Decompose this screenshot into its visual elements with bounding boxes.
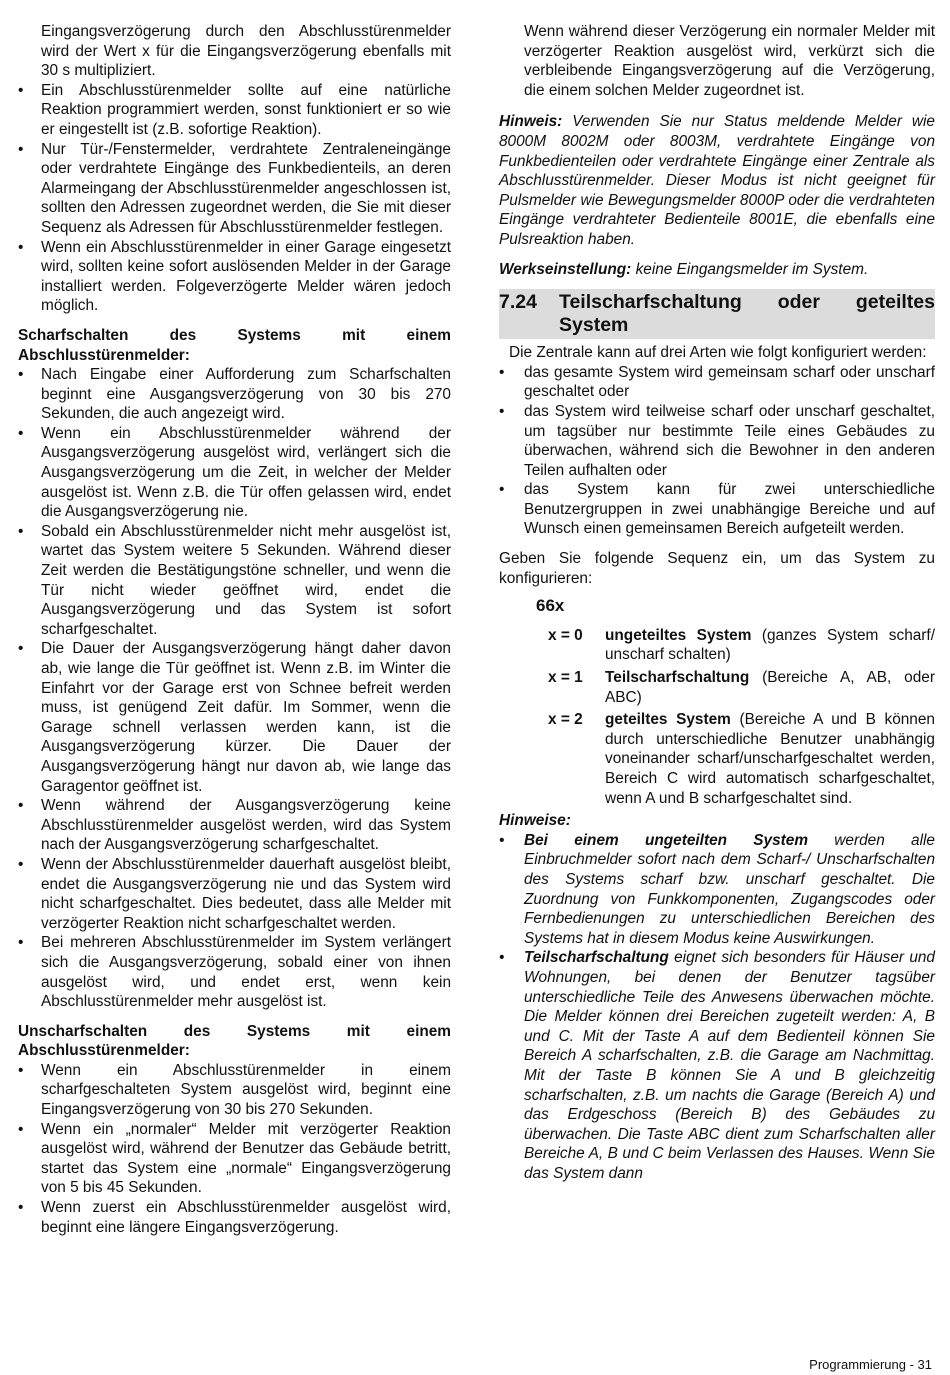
option-name: geteiltes System [605, 711, 731, 729]
list-item [499, 948, 935, 1183]
note-term: Teilscharfschaltung [524, 949, 669, 967]
section-intro: Die Zentrale kann auf drei Arten wie folgt konfiguriert werden: [509, 344, 927, 362]
list-item: • das System kann für zwei unterschiedliche Benutzergruppen in zwei unabhängige Bereiche und auf Wunsch einen gemeinsamen Bereich aufgeteilt werden. [499, 480, 935, 539]
list-item: • Wenn ein Abschlusstürenmelder während der Ausgangsverzögerung ausgelöst wird, verlängert sich die Ausgangsverzögerung um die Zeit, in welcher der Melder ausgelöst ist. Wenn z.B. die Tür offen gelassen wird, endet die Ausgangsverzögerung nie. [18, 424, 451, 522]
list-item: • Wenn zuerst ein Abschlusstürenmelder ausgelöst wird, beginnt eine längere Eingangsverzögerung. [18, 1198, 451, 1237]
sequence-code: 66x [536, 596, 565, 616]
list-item: • Wenn ein „normaler“ Melder mit verzögerter Reaktion ausgelöst wird, während der Benutzer das Gebäude betritt, startet das System eine „normale“ Eingangsverzögerung von 5 bis 45 Sekunden. [18, 1120, 451, 1198]
bullet-list-notes [18, 81, 451, 316]
list-item: • Die Dauer der Ausgangsverzögerung hängt daher davon ab, wie lange die Tür geöffnet ist. Wenn z.B. im Winter die Einfahrt vor der Garage erst von Schnee befreit werden muss, ist genügend Zeit dafür. Im Sommer, wenn die Garage schnell verlassen werden kann, ist die Ausgangsverzögerung kürzer. Die Dauer der Ausgangsverzögerung hängt nur davon ab, wie lange das Garagentor geöffnet ist. [18, 639, 451, 796]
sequence-intro: Geben Sie folgende Sequenz ein, um das System zu konfigurieren: [499, 550, 935, 587]
list-item: • Nach Eingabe einer Aufforderung zum Scharfschalten beginnt eine Ausgangsverzögerung von 30 bis 270 Sekunden, die auch angezeigt wird. [18, 365, 451, 424]
option-name: ungeteiltes System [605, 626, 752, 644]
option-key: x = 0 [548, 626, 583, 644]
page-footer: Programmierung - 31 [809, 1357, 932, 1372]
hinweis-text: Verwenden Sie nur Status meldende Melder wie 8000M 8002M oder 8003M, verdrahtete Eingänge von Funkbedienteilen oder verdrahtete Eingänge einer Zentrale als Abschlusstürenmelder. Dieser Modus ist nicht geeignet für Pulsmelder wie Bewegungsmelder 8000P oder die verdrahteten Eingänge verdrahteter Bedienteile 8001E, die ebenfalls eine Pulsreaktion haben. [499, 113, 935, 248]
option-name: Teilscharfschaltung [605, 669, 750, 687]
option-description: (Bereiche A, AB, oder ABC) [605, 669, 935, 706]
factory-setting-text: keine Eingangsmelder im System. [635, 260, 869, 278]
bullet-list-modes [499, 363, 935, 539]
list-item [499, 831, 935, 949]
option-row [499, 668, 935, 707]
list-item: • das gesamte System wird gemeinsam scharf oder unscharf geschaltet oder [499, 363, 935, 402]
list-item: • Bei mehreren Abschlusstürenmelder im System verlängert sich die Ausgangsverzögerung, sobald einer von ihnen ausgelöst wird, und endet erst, wenn kein Abschlusstürenmelder mehr ausgelöst ist. [18, 933, 451, 1011]
option-description: (Bereiche A und B können durch unterschiedliche Benutzer unabhängig voneinander scharf/unscharfgeschaltet werden, Bereich C wird automatisch scharfgeschaltet, wenn A und B scharfgeschaltet sind. [605, 711, 935, 807]
list-item: • das System wird teilweise scharf oder unscharf geschaltet, um tagsüber nur bestimmte Teile eines Gebäudes zu überwachen, während sich die Bewohner in den anderen Teilen aufhalten oder [499, 402, 935, 480]
list-item: • Sobald ein Abschlusstürenmelder nicht mehr ausgelöst ist, wartet das System weitere 5 Sekunden. Während dieser Zeit werden die Bestätigungstöne schneller, und wenn die Tür nicht wieder geöffnet wird, endet die Ausgangsverzögerung und das System ist sofort scharfgeschaltet. [18, 522, 451, 640]
note-text: eignet sich besonders für Häuser und Wohnungen, bei denen der Benutzer tagsüber unterschiedliche Teile des Anwesens überwachen möchte. Die Melder können drei Bereichen zugeteilt werden: A, B und C. Mit der Taste A auf dem Bedienteil können Sie Bereich A scharfschalten, z.B. die Garage am Nachmittag. Mit der Taste B können Sie A und B gleichzeitig scharfschalten, z.B. um nachts die Garage (Bereich A) und das Erdgeschoss (Bereich B) des Gebäudes zu überwachen. Die Taste ABC dient zum Scharfschalten aller Bereiche A, B und C beim Verlassen des Hauses. Wenn Sie das System dann [524, 949, 935, 1182]
option-row [499, 710, 935, 808]
hinweise-heading: Hinweise: [499, 812, 571, 830]
continued-paragraph: Eingangsverzögerung durch den Abschlusstürenmelder wird der Wert x für die Eingangsverzögerung ebenfalls mit 30 s multipliziert. [41, 23, 451, 80]
section-heading [499, 289, 935, 339]
list-item: • Ein Abschlusstürenmelder sollte auf eine natürliche Reaktion programmiert werden, sonst funktioniert er so wie er eingestellt ist (z.B. sofortige Reaktion). [18, 81, 451, 140]
subheading-disarming: Unscharfschalten des Systems mit einem Abschlusstürenmelder: [18, 1022, 451, 1060]
bullet-list-arming [18, 365, 451, 1012]
option-description: (ganzes System scharf/ unscharf schalten) [605, 626, 935, 664]
option-key: x = 1 [548, 669, 583, 687]
factory-setting-label: Werkseinstellung: [499, 260, 632, 278]
list-item: • Wenn während der Ausgangsverzögerung keine Abschlusstürenmelder ausgelöst werden, wird das System nach der Ausgangsverzögerung scharfgeschaltet. [18, 796, 451, 855]
right-column [499, 22, 935, 1183]
subheading-arming: Scharfschalten des Systems mit einem Abschlusstürenmelder: [18, 326, 451, 364]
option-key: x = 2 [548, 711, 583, 729]
bullet-list-disarming [18, 1061, 451, 1237]
list-item: • Wenn ein Abschlusstürenmelder in einer Garage eingesetzt wird, sollten keine sofort auslösenden Melder in der Garage installiert werden. Folgeverzögerte Melder wären jedoch möglich. [18, 238, 451, 316]
left-column [18, 22, 451, 1237]
section-number: 7.24 [499, 291, 537, 314]
note-term: Bei einem ungeteilten System [524, 831, 809, 849]
note-text: werden alle Einbruchmelder sofort nach dem Scharf-/ Unscharfschalten des Systems scharf bzw. unscharf geschaltet. Die Zuordnung von Funkkomponenten, Zugangscodes oder Fernbedienungen zu unterschiedlichen Bereichen des Systems hat in diesem Modus keine Auswirkungen. [524, 831, 935, 947]
hinweis-paragraph [499, 112, 935, 249]
option-row [499, 626, 935, 665]
bullet-list-hinweise [499, 831, 935, 1184]
list-item: • Wenn der Abschlusstürenmelder dauerhaft ausgelöst bleibt, endet die Ausgangsverzögerung nie und das System wird nicht scharfgeschaltet. Dies bedeutet, dass alle Melder mit verzögerter Reaktion nicht scharfgeschaltet werden. [18, 855, 451, 933]
hinweis-label: Hinweis: [499, 113, 563, 131]
list-item: • Nur Tür-/Fenstermelder, verdrahtete Zentraleneingänge oder verdrahtete Eingänge des Funkbedienteils, an deren Alarmeingang der Abschlusstürenmelder angeschlossen ist, sollten den Adressen zugeordnet werden, die Sie mit dieser Sequenz als Adressen für Abschlusstürenmelder festlegen. [18, 140, 451, 238]
section-title: Teilscharfschaltung oder geteiltes System [559, 291, 935, 337]
factory-setting [499, 260, 935, 280]
list-item: • Wenn ein Abschlusstürenmelder in einem scharfgeschalteten System ausgelöst wird, beginnt eine Eingangsverzögerung von 30 bis 270 Sekunden. [18, 1061, 451, 1120]
continued-paragraph: Wenn während dieser Verzögerung ein normaler Melder mit verzögerter Reaktion ausgelöst wird, verkürzt sich die verbleibende Eingangsverzögerung auf die Verzögerung, die einem solchen Melder zugeordnet ist. [524, 23, 935, 99]
